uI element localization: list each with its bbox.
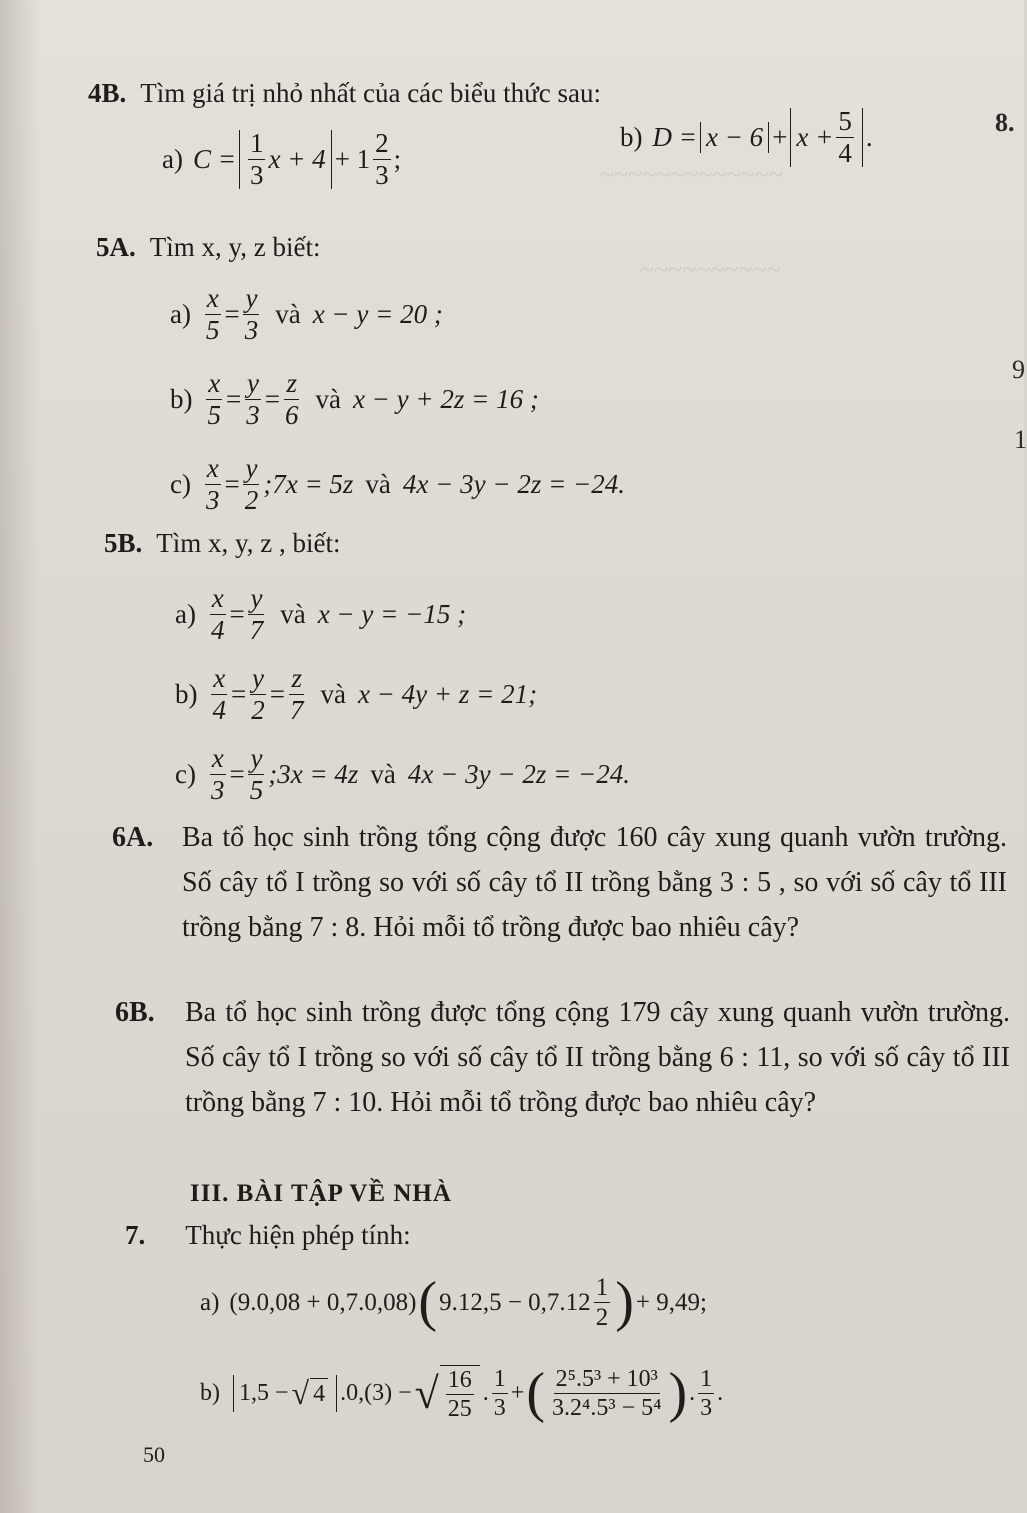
exercise-6a: 6A. Ba tổ học sinh trồng tổng cộng được 160 cây xung quanh vườn trường. Số cây tổ I trồng so với số cây tổ II trồng bằng 3 : 5 , so với số cây tổ III trồng bằng 7 : 8. Hỏi mỗi tổ trồng được bao nhiêu cây? <box>112 822 1007 943</box>
exercise-5b-title: 5B. Tìm x, y, z , biết: <box>104 528 341 558</box>
exercise-5b-c: c) $\frac{x}{3}$ = $\frac{y}{5}$ ;3x = 4z và 4x − 3y − 2z = −24. <box>175 743 631 805</box>
margin-number: 8. <box>995 108 1015 137</box>
exercise-5a-b: b) $\frac{x}{5}$ = $\frac{y}{3}$ = $\frac{z}{6}$ và x − y + 2z = 16 ; <box>170 368 539 430</box>
page-number: 50 <box>143 1442 165 1467</box>
margin-number: 1 <box>1014 425 1027 454</box>
page-shadow <box>0 0 40 1513</box>
exercise-6b: 6B. Ba tổ học sinh trồng được tổng cộng 179 cây xung quanh vườn trường. Số cây tổ I trồng so với số cây tổ II trồng bằng 6 : 11, so với số cây tổ III trồng bằng 7 : 10. Hỏi mỗi tổ trồng được bao nhiêu cây? <box>115 997 1010 1118</box>
exercise-4b-b: b) D = x − 6 + x + $\frac{5}{4}$ . <box>620 106 873 168</box>
exercise-5b-a: a) $\frac{x}{4}$ = $\frac{y}{7}$ và x − y = −15 ; <box>175 583 467 645</box>
bleed-through: ~~~~~~~~~~ <box>640 255 781 284</box>
margin-number: 9 <box>1012 355 1025 384</box>
exercise-7-a: a) (9.0,08 + 0,7.0,08) ( 9.12,5 − 0,7.12 $\frac{1}{2}$ ) + 9,49; <box>200 1271 707 1334</box>
exercise-5a-a: a) $\frac{x}{5}$ = $\frac{y}{3}$ và x − y = 20 ; <box>170 283 443 345</box>
section-heading: III. BÀI TẬP VỀ NHÀ <box>190 1180 452 1207</box>
abs-value: $\frac{1}{3}$ x + 4 <box>239 130 332 189</box>
exercise-5a-c: c) $\frac{x}{3}$ = $\frac{y}{2}$ ;7x = 5z và 4x − 3y − 2z = −24. <box>170 453 626 515</box>
exercise-5b-b: b) $\frac{x}{4}$ = $\frac{y}{2}$ = $\frac{z}{7}$ và x − 4y + z = 21; <box>175 663 538 725</box>
bleed-through: ~~~~~~~~~~~~~ <box>600 160 783 189</box>
exercise-4b-a: a) C = $\frac{1}{3}$ x + 4 + 1 $\frac{2}{3}$ ; <box>162 128 402 190</box>
exercise-5a-title: 5A. Tìm x, y, z biết: <box>96 232 321 262</box>
exercise-7-b: b) 1,5 − √ 4 .0,(3) − √ $\frac{16}{25}$ . $\frac{1}{3}$ + ( $\frac{\text{2⁵.5³ + 10³}}{\text{3.2⁴.5³ − 5⁴}}$ ) . $\frac{1}{3}$ . <box>200 1361 724 1424</box>
exercise-7-title: 7. Thực hiện phép tính: <box>125 1220 411 1250</box>
exercise-4b-title: 4B. Tìm giá trị nhỏ nhất của các biểu thức sau: <box>88 78 601 108</box>
